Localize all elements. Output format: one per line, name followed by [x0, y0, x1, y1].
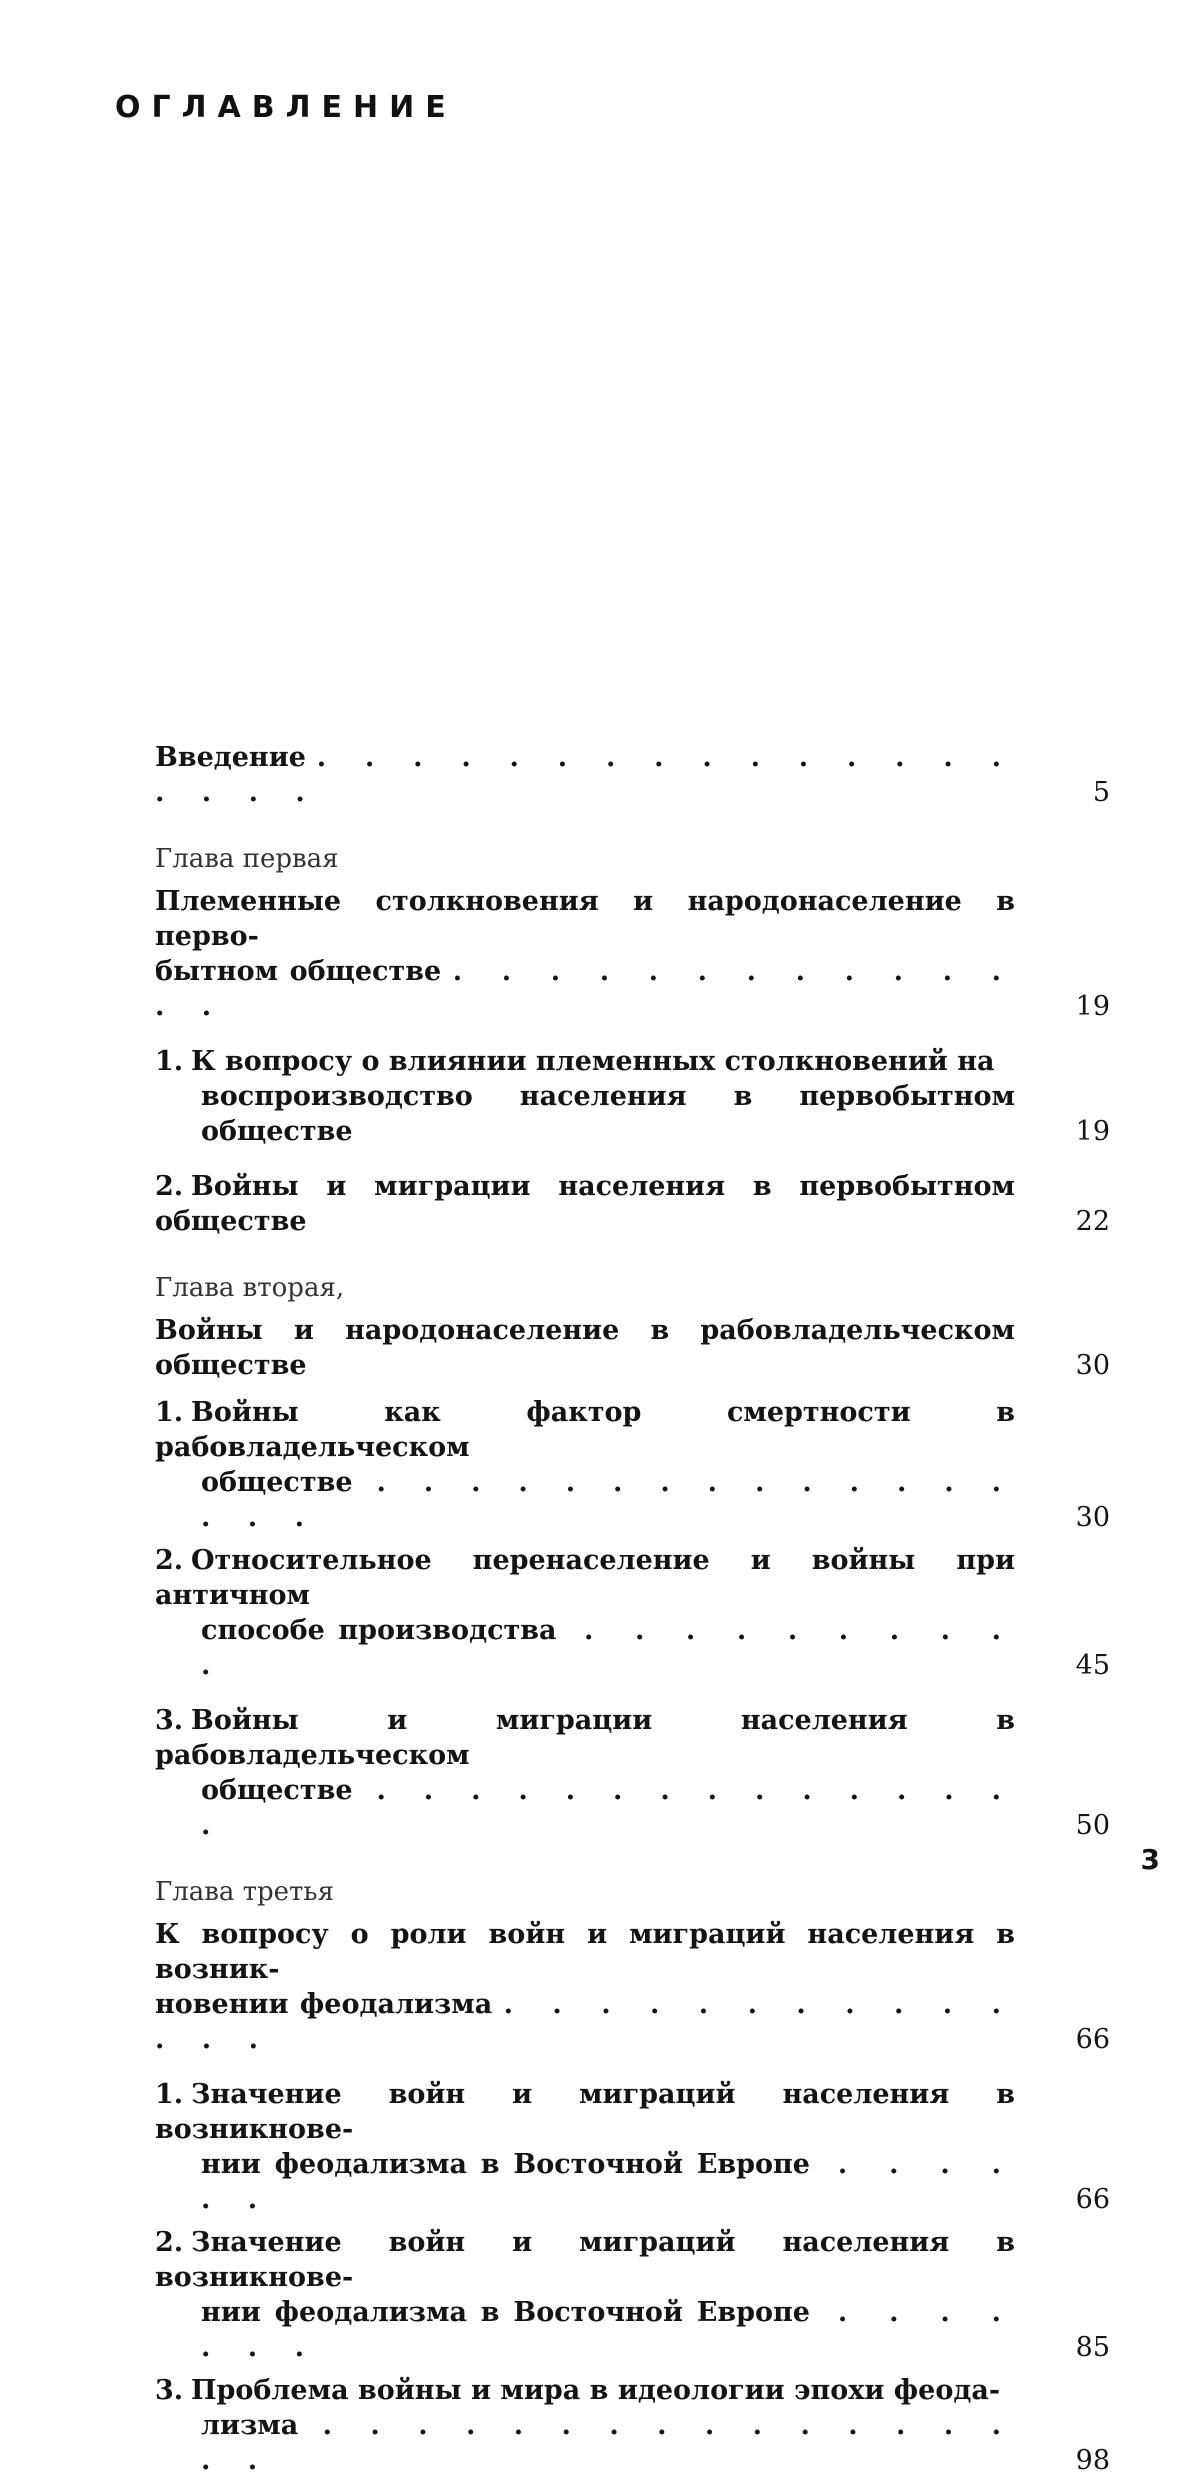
- toc-section: [155, 1169, 1110, 1239]
- chapter-label: Глава третья: [155, 1877, 334, 1907]
- toc-entry-introduction: [155, 740, 1110, 810]
- toc-section: [155, 1044, 1110, 1149]
- section-line: способе производства . . . . . . . . . .: [201, 1615, 1016, 1681]
- section-line: обществе . . . . . . . . . . . . . . . . .: [201, 1467, 1015, 1533]
- page-number: 85: [1075, 2332, 1110, 2363]
- section-line: Значение войн и миграций населения в возникнове-: [155, 2227, 1015, 2293]
- page-number: 45: [1075, 1650, 1110, 1681]
- toc-section: [155, 1543, 1110, 1683]
- page-number: 19: [1075, 1116, 1110, 1147]
- section-number: 2.: [155, 1545, 184, 1576]
- chapter-title: [155, 884, 1110, 1024]
- section-number: 2.: [155, 1171, 184, 1202]
- section-line: Войны и миграции населения в первобытном обществе: [155, 1171, 1015, 1237]
- title-line: Племенные столкновения и народонаселение в перво-: [155, 886, 1015, 952]
- section-line: лизма . . . . . . . . . . . . . . . . .: [201, 2410, 1015, 2476]
- page-number: 19: [1075, 991, 1110, 1022]
- toc-section: [155, 2225, 1110, 2365]
- toc-section: [155, 1395, 1110, 1535]
- page-heading: ОГЛАВЛЕНИЕ: [115, 90, 457, 125]
- page-number: 66: [1075, 2184, 1110, 2215]
- dot-leader: . . . . . . . . . . . . . .: [155, 1989, 1015, 2055]
- dot-leader: . . . . . . . . . . . . . .: [155, 956, 1015, 1022]
- section-line: Войны как фактор смертности в рабовладельческом: [155, 1397, 1015, 1463]
- entry-title: Введение: [155, 742, 306, 773]
- dot-leader: . . . . . . . . . . . . . . . . . . .: [155, 742, 1015, 808]
- section-number: 2.: [155, 2227, 184, 2258]
- page-number: 66: [1075, 2024, 1110, 2055]
- chapter-label: Глава вторая,: [155, 1273, 345, 1303]
- section-number: 1.: [155, 2079, 184, 2110]
- section-number: 1.: [155, 1397, 184, 1428]
- folio-page-number: 3: [1140, 1843, 1160, 1876]
- title-line: К вопросу о роли войн и миграций населения в возник-: [155, 1919, 1015, 1985]
- title-line: бытном обществе: [155, 956, 442, 987]
- table-of-contents: [155, 740, 1110, 2478]
- section-line: Войны и миграции населения в рабовладельческом: [155, 1705, 1015, 1771]
- toc-section: [155, 1703, 1110, 1843]
- toc-section: [155, 2077, 1110, 2217]
- chapter-title: [155, 1313, 1110, 1383]
- page-number: 50: [1075, 1810, 1110, 1841]
- section-line: Относительное перенаселение и войны при античном: [155, 1545, 1015, 1611]
- section-number: 3.: [155, 2375, 184, 2406]
- section-line: обществе . . . . . . . . . . . . . . .: [201, 1775, 1015, 1841]
- section-number: 3.: [155, 1705, 184, 1736]
- chapter-title: [155, 1917, 1110, 2057]
- section-line: нии феодализма в Восточной Европе . . . . . . .: [201, 2297, 1015, 2363]
- section-line: Значение войн и миграций населения в возникнове-: [155, 2079, 1015, 2145]
- title-line: Войны и народонаселение в рабовладельческом обществе: [155, 1315, 1015, 1381]
- page-number: 30: [1075, 1502, 1110, 1533]
- title-line: новении феодализма: [155, 1989, 493, 2020]
- section-line: воспроизводство населения в первобытном обществе: [201, 1081, 1015, 1147]
- page-number: 98: [1075, 2445, 1110, 2476]
- section-line: Проблема войны и мира в идеологии эпохи феода-: [191, 2375, 1001, 2406]
- section-line: нии феодализма в Восточной Европе . . . . . .: [201, 2149, 1015, 2215]
- page-number: 30: [1075, 1350, 1110, 1381]
- toc-section: [155, 2373, 1110, 2478]
- section-number: 1.: [155, 1046, 184, 1077]
- chapter-label: Глава первая: [155, 844, 339, 874]
- page-number: 22: [1075, 1206, 1110, 1237]
- page-number: 5: [1092, 777, 1110, 808]
- section-line: К вопросу о влиянии племенных столкновений на: [191, 1046, 995, 1077]
